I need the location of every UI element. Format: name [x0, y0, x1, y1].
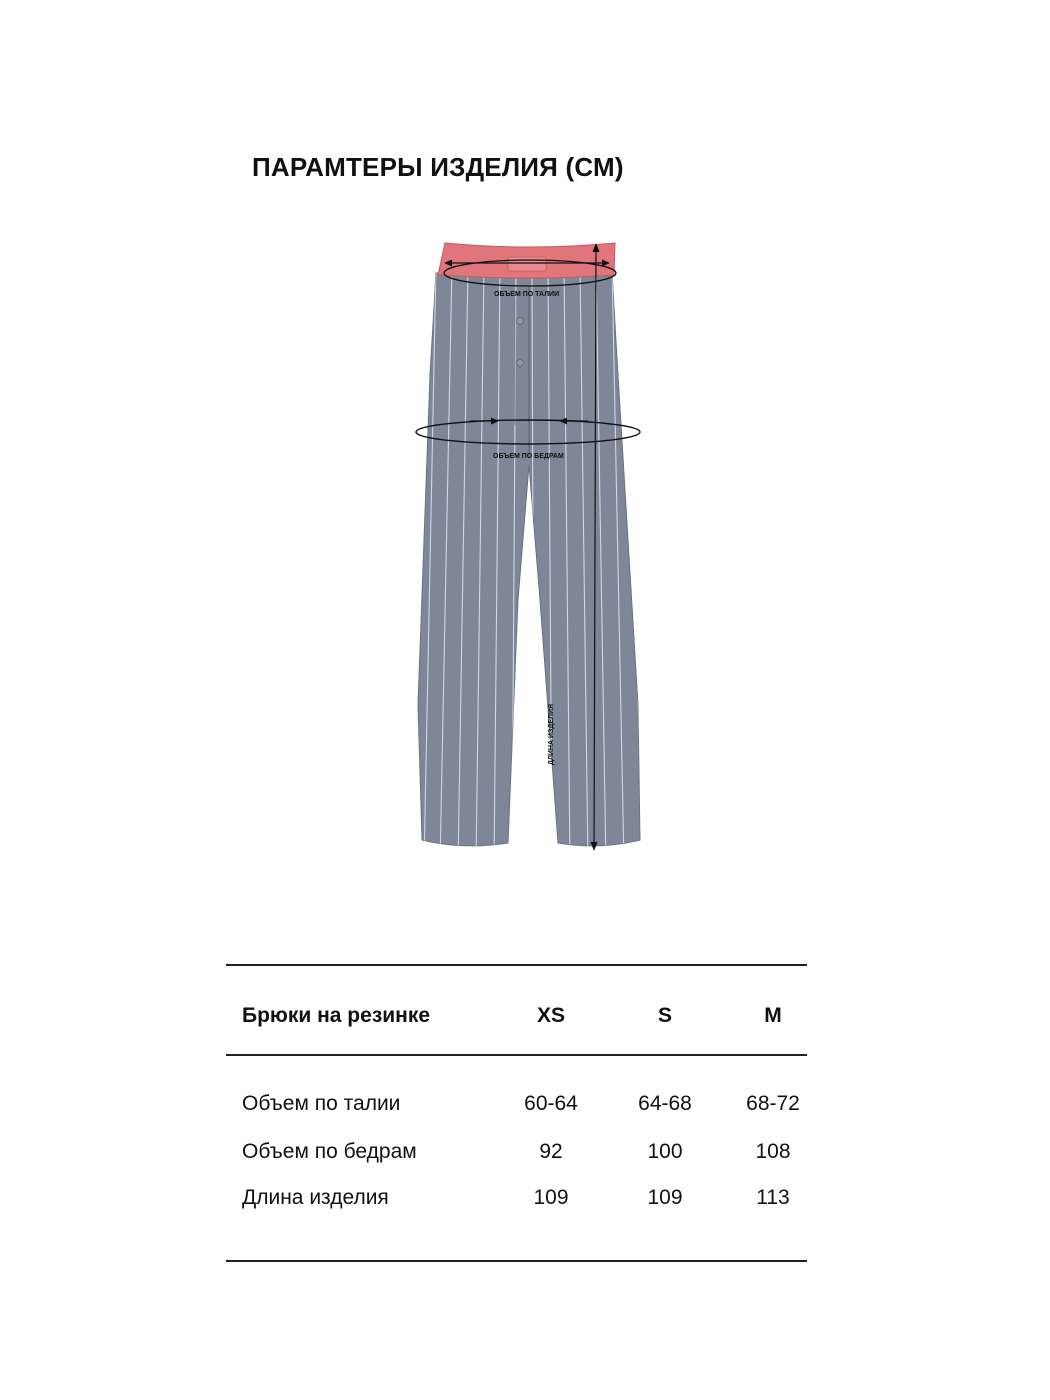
- table-header-row: [226, 966, 807, 1054]
- table-bottom-rule: [226, 1260, 807, 1262]
- table-row-length: [226, 1186, 807, 1216]
- value-xs: 92: [539, 1140, 563, 1163]
- value-xs: 60-64: [524, 1092, 578, 1115]
- trousers-illustration: [400, 225, 660, 865]
- value-xs: 109: [533, 1186, 569, 1209]
- table-row-waist: [226, 1092, 807, 1122]
- table-row-hips: [226, 1140, 807, 1170]
- value-m: 113: [756, 1186, 790, 1209]
- table-header-label: Брюки на резинке: [242, 1004, 431, 1027]
- row-label: Объем по талии: [242, 1092, 401, 1115]
- hips-annotation: ОБЪЕМ ПО БЕДРАМ: [493, 453, 564, 460]
- value-s: 109: [647, 1186, 683, 1209]
- size-header-s: S: [657, 1004, 673, 1027]
- row-label: Длина изделия: [242, 1186, 389, 1209]
- value-m: 108: [755, 1140, 791, 1163]
- size-table: [226, 964, 807, 1262]
- value-m: 68-72: [746, 1092, 800, 1115]
- page-title: ПАРАМТЕРЫ ИЗДЕЛИЯ (СМ): [252, 152, 624, 182]
- table-body: [226, 1056, 807, 1260]
- value-s: 100: [647, 1140, 683, 1163]
- length-annotation: ДЛИНА ИЗДЕЛИЯ: [548, 703, 555, 765]
- value-s: 64-68: [638, 1092, 692, 1115]
- size-header-xs: XS: [536, 1004, 566, 1027]
- waist-annotation: ОБЪЕМ ПО ТАЛИИ: [494, 291, 560, 298]
- row-label: Объем по бедрам: [242, 1140, 417, 1163]
- trousers-drawing: [400, 225, 660, 865]
- size-header-m: M: [764, 1004, 782, 1027]
